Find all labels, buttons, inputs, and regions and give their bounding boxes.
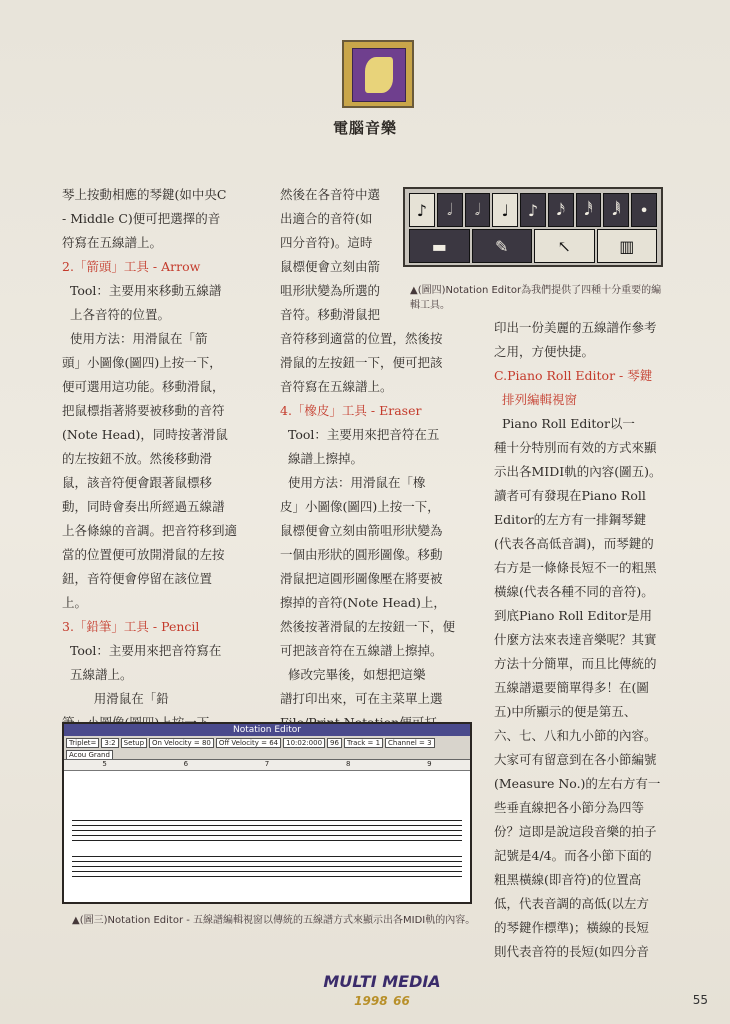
text-line: 皮」小圖像(圖四)上按一下， <box>280 499 440 514</box>
piano-roll-icon: ▥ <box>597 229 658 263</box>
text-line: 音符寫在五線譜上。 <box>280 379 393 394</box>
measure-number: 9 <box>427 760 432 768</box>
text-line: 便可選用這功能。移動滑鼠， <box>62 379 225 394</box>
eraser-tool-icon: ▬ <box>409 229 470 263</box>
pencil-tool-icon: ✎ <box>472 229 533 263</box>
text-line: 上。 <box>62 595 88 610</box>
logo-year: 1998 <box>354 994 388 1008</box>
note-tools-row <box>409 193 657 227</box>
text-line: 譜打印出來，可在主菜單上選 <box>280 691 443 706</box>
logo-issue: 66 <box>393 994 410 1008</box>
text-line: 把鼠標指著將要被移動的音符 <box>62 403 225 418</box>
text-line: 鼠標便會立刻由箭 <box>280 259 381 274</box>
text-line: 3.「鉛筆」工具 - Pencil <box>62 619 200 634</box>
text-line: 到底Piano Roll Editor是用 <box>494 608 652 623</box>
text-line: Tool：主要用來把音符在五 <box>280 427 440 442</box>
text-line: 符寫在五線譜上。 <box>62 235 163 250</box>
text-line: 份？這即是說這段音樂的拍子 <box>494 824 657 839</box>
arrow-tool-icon: ↖ <box>534 229 595 263</box>
whole-note-tool: 𝅗𝅥 <box>437 193 463 227</box>
sixtyfourth-note-tool: 𝅘𝅥𝅱 <box>603 193 629 227</box>
measure-number: 7 <box>264 760 270 768</box>
text-line: 鈕，音符便會停留在該位置 <box>62 571 213 586</box>
article-column-1 <box>62 183 242 735</box>
treble-staff <box>72 820 462 845</box>
text-line: 大家可有留意到在各小節編號 <box>494 752 657 767</box>
text-line: 修改完畢後，如想把這樂 <box>280 667 426 682</box>
text-line: 上各條線的音調。把音符移到適 <box>62 523 238 538</box>
section-title: 電腦音樂 <box>332 119 397 137</box>
bass-staff <box>72 856 462 881</box>
text-line: 2.「箭頭」工具 - Arrow <box>62 259 201 274</box>
text-line: 滑鼠把這圓形圖像壓在將要被 <box>280 571 443 586</box>
page-number: 55 <box>692 993 708 1007</box>
computer-music-section-icon <box>342 40 414 108</box>
text-line: 排列編輯視窗 <box>494 392 577 407</box>
figure4-caption: ▲(圖四)Notation Editor為我們提供了四種十分重要的編輯工具。 <box>410 285 662 311</box>
text-line: 鼠，該音符便會跟著鼠標移 <box>62 475 213 490</box>
text-line: 六、七、八和九小節的內容。 <box>494 728 657 743</box>
text-line: 一個由形狀的圓形圖像。移動 <box>280 547 443 562</box>
text-line: Editor的左方有一排鋼琴鍵 <box>494 512 647 527</box>
multimedia-logo <box>318 973 446 1009</box>
thirtysecond-note-tool: 𝅘𝅥𝅰 <box>576 193 602 227</box>
text-line: 滑鼠的左按鈕一下，便可把該 <box>280 355 443 370</box>
text-line: 使用方法：用滑鼠在「橡 <box>280 475 426 490</box>
text-line: 些垂直線把各小節分為四等 <box>494 800 645 815</box>
text-line: 可把該音符在五線譜上擦掉。 <box>280 643 443 658</box>
notation-field: Track = 1 <box>344 738 383 748</box>
text-line: 使用方法：用滑鼠在「箭 <box>62 331 208 346</box>
logo-text: MULTI MEDIA <box>323 972 441 991</box>
sixteenth-note-tool: 𝅘𝅥𝅯 <box>548 193 574 227</box>
text-line: 低，代表音調的高低(以左方 <box>494 896 649 911</box>
notation-field: 3:2 <box>101 738 118 748</box>
text-line: - Middle C)便可把選擇的音 <box>62 211 221 226</box>
notation-field: Channel = 3 <box>385 738 435 748</box>
text-line: 然後按著滑鼠的左按鈕一下，便 <box>280 619 456 634</box>
measure-number: 5 <box>102 760 107 768</box>
text-line: 則代表音符的長短(如四分音 <box>494 944 649 959</box>
text-line: 之用，方便快捷。 <box>494 344 595 359</box>
text-line: (代表各高低音調)，而琴鍵的 <box>494 536 654 551</box>
text-line: 鼠標便會立刻由箭咀形狀變為 <box>280 523 443 538</box>
note-select-tool: ♪ <box>409 193 435 227</box>
text-line: 琴上按動相應的琴鍵(如中央C <box>62 187 227 202</box>
notation-field: On Velocity = 80 <box>149 738 214 748</box>
text-line: 出適合的音符(如 <box>280 211 373 226</box>
text-line: 方法十分簡單，而且比傳統的 <box>494 656 657 671</box>
text-line: 音符。移動滑鼠把 <box>280 307 381 322</box>
text-line: (Measure No.)的左右方有一 <box>494 776 661 791</box>
icon-frame <box>352 48 406 102</box>
measure-number: 6 <box>183 760 189 768</box>
text-line: 示出各MIDI軌的內容(圖五)。 <box>494 464 662 479</box>
text-line: 動，同時會奏出所經過五線譜 <box>62 499 225 514</box>
text-line: 五線譜上。 <box>62 667 133 682</box>
eighth-note-tool: ♪ <box>520 193 546 227</box>
text-line: Piano Roll Editor以一 <box>494 416 635 431</box>
text-line: 用滑鼠在「鉛 <box>62 691 169 706</box>
text-line: 印出一份美麗的五線譜作參考 <box>494 320 657 335</box>
quarter-note-tool: ♩ <box>492 193 518 227</box>
figure3-caption: ▲(圖三)Notation Editor - 五線譜編輯視窗以傳統的五線譜方式來顯示出各MIDI軌的內容。 <box>72 915 476 926</box>
notation-field: Setup <box>121 738 147 748</box>
text-line: 右方是一條條長短不一的粗黑 <box>494 560 657 575</box>
text-line: 當的位置便可放開滑鼠的左按 <box>62 547 225 562</box>
text-line: 種十分特別而有效的方式來顯 <box>494 440 657 455</box>
text-line: 的左按鈕不放。然後移動滑 <box>62 451 213 466</box>
text-line: 橫線(代表各種不同的音符)。 <box>494 584 654 599</box>
text-line: C.Piano Roll Editor - 琴鍵 <box>494 368 653 383</box>
notation-field: 10:02:000 <box>283 738 325 748</box>
text-line: 讀者可有發現在Piano Roll <box>494 488 646 503</box>
text-line: Tool：主要用來把音符寫在 <box>62 643 222 658</box>
text-line: 4.「橡皮」工具 - Eraser <box>280 403 422 418</box>
notation-field: Triplet= <box>66 738 99 748</box>
music-note-icon <box>365 57 393 93</box>
dot-tool: • <box>631 193 657 227</box>
text-line: 頭」小圖像(圖四)上按一下， <box>62 355 222 370</box>
text-line: 然後在各音符中選 <box>280 187 381 202</box>
text-line: 五)中所顯示的便是第五、 <box>494 704 637 719</box>
text-line: 擦掉的音符(Note Head)上， <box>280 595 446 610</box>
notation-window-title: Notation Editor <box>64 724 470 736</box>
notation-field: Off Velocity = 64 <box>216 738 281 748</box>
text-line: (Note Head)，同時按著滑鼠 <box>62 427 228 442</box>
measure-ruler <box>64 760 470 771</box>
text-line: 什麼方法來表達音樂呢？其實 <box>494 632 657 647</box>
text-line: 音符移到適當的位置，然後按 <box>280 331 443 346</box>
article-column-3 <box>494 316 674 964</box>
edit-tools-row <box>409 229 657 263</box>
text-line: Tool：主要用來移動五線譜 <box>62 283 222 298</box>
notation-field: 96 <box>327 738 342 748</box>
text-line: 記號是4/4。而各小節下面的 <box>494 848 652 863</box>
measure-number: 8 <box>345 760 351 768</box>
notation-editor-screenshot <box>62 722 472 904</box>
half-note-tool: 𝅗𝅥 <box>465 193 491 227</box>
notation-toolbar <box>64 736 470 760</box>
notation-field: Acou Grand <box>66 750 113 760</box>
figure4-toolbar <box>403 187 663 267</box>
text-line: 上各音符的位置。 <box>62 307 170 322</box>
text-line: 的琴鍵作標準)；橫線的長短 <box>494 920 649 935</box>
text-line: 咀形狀變為所選的 <box>280 283 381 298</box>
text-line: 四分音符)。這時 <box>280 235 373 250</box>
text-line: 線譜上擦掉。 <box>280 451 363 466</box>
text-line: 粗黑橫線(即音符)的位置高 <box>494 872 642 887</box>
text-line: 五線譜還要簡單得多！在(圖 <box>494 680 649 695</box>
